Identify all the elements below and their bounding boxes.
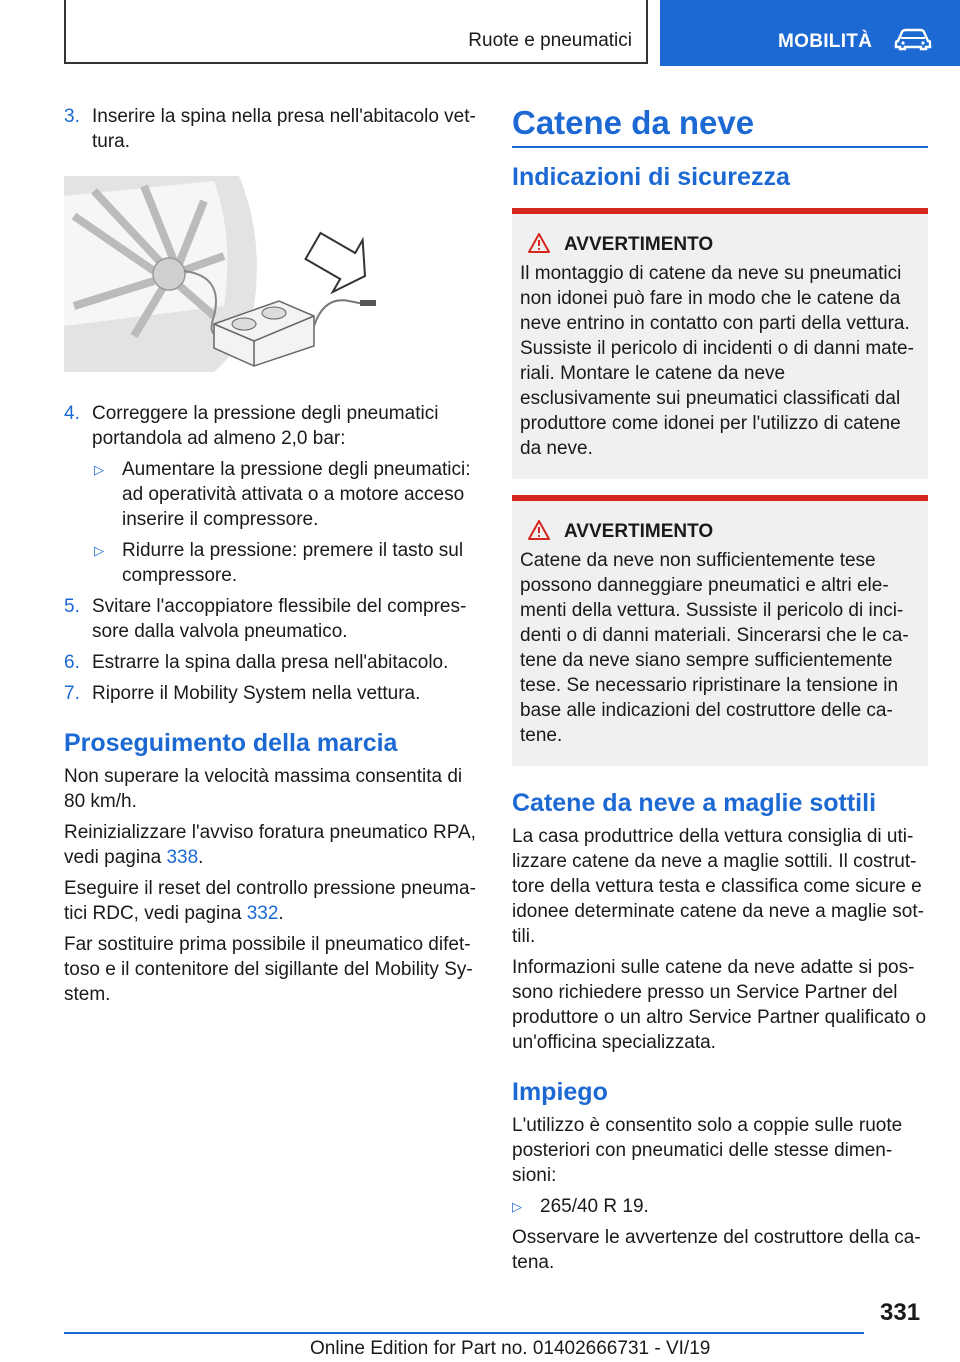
sub-item (64, 457, 476, 532)
paragraph: La casa produttrice della vettura consiglia di utilizzare catene da neve a maglie sottili. Il costruttore della vettura testa e classifica come sicure e idonee determinate catene da neve a maglie sottili. (512, 826, 924, 947)
warning-text: Catene da neve non sufficientemente tese possono danneggiare pneumatici e altri elementi della vettura. Sussiste il pericolo di incidenti o di danni materiali. Sincerarsi che le catene da neve siano sempre sufficientemente tese. Se necessario ripristinare la tensione in base alle indicazioni del costruttore delle catene. (520, 550, 909, 746)
step-text: Riporre il Mobility System nella vettura. (92, 683, 421, 704)
list-item-text: 265/40 R 19. (540, 1196, 649, 1217)
step-4 (64, 401, 476, 451)
title-divider (512, 146, 928, 148)
paragraph-text: Eseguire il reset del controllo pressione pneumatici RDC, vedi pagina (64, 878, 476, 924)
section-heading: Catene da neve a maglie sottili (512, 789, 877, 817)
paragraph-text: Reinizializzare l'avviso foratura pneumatico RPA, vedi pagina (64, 822, 476, 868)
step-text: Estrarre la spina dalla presa nell'abitacolo. (92, 652, 449, 673)
paragraph (64, 876, 476, 926)
left-column (64, 104, 476, 1013)
warning-title-text: AVVERTIMENTO (564, 521, 714, 542)
paragraph-text: . (278, 903, 284, 924)
footer-divider (64, 1332, 864, 1334)
page-link-332[interactable]: 332 (246, 903, 279, 924)
triangle-bullet-icon: ▷ (512, 1199, 522, 1214)
sub-item (64, 538, 476, 588)
step-7 (64, 681, 476, 706)
warning-text: Il montaggio di catene da neve su pneumatici non idonei può fare in modo che le catene da neve entrino in contatto con parti della vettura. Sussiste il pericolo di incidenti o di danni materiali. Montare le catene da neve esclusivamente sui pneumatici classificati dal produttore come idonei per l'utilizzo di catene da neve. (520, 263, 914, 459)
triangle-bullet-icon: ▷ (94, 462, 104, 477)
page-link-338[interactable]: 338 (166, 847, 199, 868)
paragraph: Osservare le avvertenze del costruttore della catena. (512, 1227, 921, 1273)
header-section-box (64, 0, 648, 64)
step-number: 3. (64, 106, 80, 127)
paragraph (64, 820, 476, 870)
step-3 (64, 104, 476, 154)
tyre-compressor-illustration (64, 176, 476, 372)
warning-title (520, 232, 920, 257)
section-heading: Impiego (512, 1078, 608, 1106)
right-column (512, 104, 928, 1281)
warning-box (512, 208, 928, 479)
page-number: 331 (880, 1299, 921, 1326)
warning-title (520, 519, 920, 544)
sub-item-text: Ridurre la pressione: premere il tasto sul compressore. (122, 540, 464, 586)
section-title: Ruote e pneumatici (468, 30, 632, 51)
paragraph: L'utilizzo è consentito solo a coppie sulle ruote posteriori con pneumatici delle stesse dimensioni: (512, 1115, 903, 1186)
chapter-tab[interactable] (660, 0, 960, 66)
list-item (512, 1194, 928, 1219)
step-text: Correggere la pressione degli pneumatici portandola ad almeno 2,0 bar: (92, 403, 439, 449)
car-icon (894, 27, 932, 51)
section-heading: Indicazioni di sicurezza (512, 163, 790, 191)
paragraph: Informazioni sulle catene da neve adatte si possono richiedere presso un Service Partner del produttore o un altro Service Partner qualificato o un'officina specializzata. (512, 957, 927, 1053)
step-number: 4. (64, 403, 80, 424)
step-number: 6. (64, 652, 80, 673)
page-title: Catene da neve (512, 104, 755, 141)
warning-box (512, 495, 928, 766)
step-number: 7. (64, 683, 80, 704)
step-text: Svitare l'accoppiatore flessibile del compressore dalla valvola pneumatico. (92, 596, 467, 642)
footer-edition: Online Edition for Part no. 01402666731 - VI/19 (310, 1338, 711, 1359)
step-text: Inserire la spina nella presa nell'abitacolo vettura. (92, 106, 476, 152)
warning-icon (528, 233, 550, 253)
sub-item-text: Aumentare la pressione degli pneumatici: ad operatività attivata o a motore acceso inserire il compressore. (122, 459, 471, 530)
warning-title-text: AVVERTIMENTO (564, 234, 714, 255)
paragraph: Non superare la velocità massima consentita di 80 km/h. (64, 766, 463, 812)
paragraph-text: . (198, 847, 204, 868)
triangle-bullet-icon: ▷ (94, 543, 104, 558)
paragraph: Far sostituire prima possibile il pneumatico difettoso e il contenitore del sigillante del Mobility System. (64, 934, 473, 1005)
step-5 (64, 594, 476, 644)
step-6 (64, 650, 476, 675)
chapter-label: MOBILITÀ (778, 31, 873, 52)
warning-icon (528, 520, 550, 540)
section-heading: Proseguimento della marcia (64, 729, 398, 757)
step-number: 5. (64, 596, 80, 617)
